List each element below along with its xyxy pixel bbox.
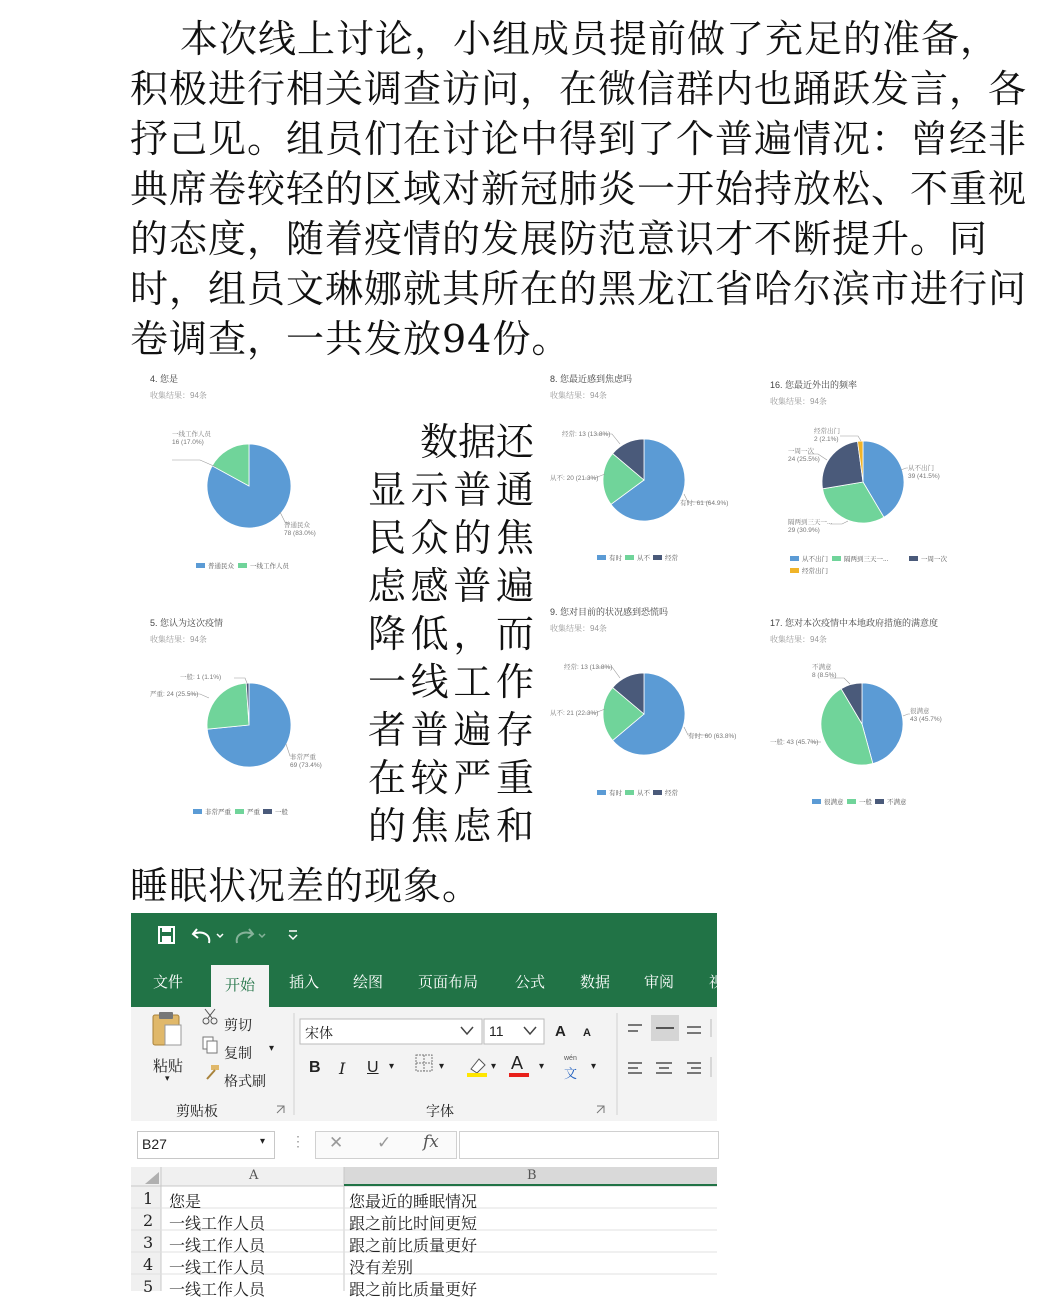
underline-button[interactable]: U [367, 1059, 379, 1076]
borders-icon[interactable] [416, 1055, 432, 1071]
align-right-icon[interactable] [687, 1063, 701, 1073]
side-line: 在较严重 [368, 756, 534, 800]
chart-label: 43 (45.7%) [910, 716, 942, 723]
legend-swatch [597, 790, 606, 795]
legend-swatch [790, 568, 799, 573]
chart-subtitle: 收集结果：94条 [150, 391, 207, 400]
legend-label: 从不 [637, 555, 650, 562]
ribbon-tabs [131, 957, 725, 1007]
chart-q8 [550, 372, 760, 582]
ribbon-home [131, 1007, 717, 1122]
legend-swatch [263, 809, 272, 814]
chart-label: 隔两到三天一... [788, 519, 833, 526]
chart-label: 有时: 61 (64.9%) [680, 500, 729, 507]
chart-label: 一般: 43 (45.7%) [770, 739, 819, 746]
borders-dropdown-arrow[interactable]: ▾ [439, 1061, 445, 1072]
cell-a[interactable]: 一线工作人员 [169, 1280, 266, 1299]
font-launcher-icon[interactable] [597, 1106, 604, 1113]
legend-label: 一线工作人员 [250, 563, 289, 570]
align-bottom-icon[interactable] [687, 1027, 701, 1033]
paragraph-line: 时，组员文琳娜就其所在的黑龙江省哈尔滨市进行问 [130, 267, 1028, 311]
side-text [368, 418, 534, 850]
name-box-value: B27 [142, 1136, 167, 1152]
chart-label: 一般: 1 (1.1%) [180, 674, 222, 681]
cell-a[interactable]: 一线工作人员 [169, 1214, 266, 1233]
save-icon[interactable] [159, 927, 174, 943]
legend-label: 经常出门 [802, 568, 828, 575]
tab-draw[interactable]: 绘图 [353, 974, 384, 991]
legend-swatch [653, 790, 662, 795]
legend-label: 从不 [637, 790, 650, 797]
side-line: 虑感普遍 [368, 564, 534, 608]
legend-swatch [832, 556, 841, 561]
cell-a[interactable]: 您是 [169, 1192, 202, 1211]
legend-label: 一般 [275, 809, 288, 816]
copy-button[interactable]: 复制 [224, 1045, 252, 1061]
chart-label: 一线工作人员 [172, 431, 211, 438]
chart-label: 39 (41.5%) [908, 473, 940, 480]
side-line: 民众的焦 [368, 516, 534, 560]
chart-q5-svg [150, 616, 350, 826]
quick-access-icons [131, 913, 717, 957]
chart-label: 29 (30.9%) [788, 527, 820, 534]
bold-button[interactable]: B [309, 1059, 321, 1076]
paragraph-line: 的态度，随着疫情的发展防范意识才不断提升。同 [130, 217, 989, 261]
paragraph-line: 本次线上讨论，小组成员提前做了充足的准备， [180, 17, 1000, 61]
name-box-dropdown-arrow[interactable]: ▾ [260, 1136, 266, 1147]
tab-view[interactable]: 视 [709, 974, 725, 991]
legend-label: 一般 [859, 799, 872, 806]
legend-swatch [625, 555, 634, 560]
chart-title: 5. 您认为这次疫情 [150, 618, 224, 628]
align-center-icon[interactable] [656, 1063, 672, 1073]
chart-label: 普通民众 [284, 522, 310, 529]
paste-dropdown-arrow[interactable]: ▾ [165, 1073, 170, 1083]
row-header[interactable]: 5 [143, 1277, 154, 1296]
clipboard-group-label: 剪贴板 [176, 1103, 218, 1119]
quick-access-toolbar [131, 913, 717, 957]
align-middle-icon[interactable] [651, 1015, 679, 1041]
legend-label: 普通民众 [208, 563, 234, 570]
fill-color-dropdown-arrow[interactable]: ▾ [491, 1061, 497, 1072]
font-color-button[interactable]: A [511, 1053, 524, 1073]
font-size-value: 11 [489, 1023, 504, 1039]
row-header[interactable]: 4 [143, 1255, 154, 1274]
undo-icon[interactable] [193, 929, 223, 943]
chart-q17 [770, 616, 990, 826]
legend-label: 有时 [609, 555, 622, 562]
chart-label: 严重: 24 (25.5%) [150, 691, 199, 698]
cut-icon[interactable] [203, 1009, 217, 1024]
chart-q9 [550, 605, 760, 815]
chart-label: 不满意 [812, 664, 832, 671]
phonetic-guide-label[interactable]: wén [564, 1055, 577, 1062]
legend-swatch [196, 563, 205, 568]
paragraph-line: 抒己见。组员们在讨论中得到了个普遍情况：曾经非 [130, 117, 1028, 161]
chart-label: 16 (17.0%) [172, 439, 204, 446]
chart-subtitle: 收集结果：94条 [150, 635, 207, 644]
legend-label: 从不出门 [802, 556, 828, 563]
grow-font-button[interactable]: A [555, 1023, 566, 1040]
font-name-value: 宋体 [305, 1026, 333, 1042]
font-color-dropdown-arrow[interactable]: ▾ [539, 1061, 545, 1072]
chart-label: 很满意 [910, 708, 930, 715]
format-painter-icon[interactable] [207, 1065, 219, 1079]
chart-subtitle: 收集结果：94条 [550, 391, 607, 400]
sheet-grid [131, 1167, 717, 1299]
tab-insert[interactable]: 插入 [289, 974, 320, 991]
row-header[interactable]: 1 [143, 1189, 154, 1208]
intro-paragraph [130, 14, 1028, 364]
tab-file[interactable]: 文件 [153, 974, 184, 991]
legend-label: 很满意 [824, 799, 844, 806]
insert-function-icon[interactable]: fx [423, 1132, 439, 1152]
legend-label: 不满意 [887, 799, 907, 806]
cell-b[interactable]: 跟之前比质量更好 [349, 1280, 478, 1299]
chart-label: 24 (25.5%) [788, 456, 820, 463]
paragraph-line: 卷调查，一共发放94份。 [130, 317, 571, 361]
paste-icon[interactable] [153, 1012, 181, 1045]
legend-swatch [790, 556, 799, 561]
legend-swatch [847, 799, 856, 804]
column-header-a[interactable]: A [249, 1168, 259, 1183]
legend-label: 经常 [665, 790, 678, 797]
chart-label: 从不出门 [908, 465, 934, 472]
chart-label: 一周一次 [788, 448, 814, 455]
chart-q16-svg [770, 378, 990, 588]
legend-label: 有时 [609, 790, 622, 797]
redo-icon[interactable] [237, 929, 265, 943]
copy-icon[interactable] [203, 1037, 217, 1053]
legend-swatch [597, 555, 606, 560]
chart-subtitle: 收集结果：94条 [770, 635, 827, 644]
clipboard-launcher-icon[interactable] [277, 1106, 284, 1113]
excel-window [131, 913, 725, 1299]
cell-b[interactable]: 跟之前比质量更好 [349, 1236, 478, 1255]
cell-b[interactable]: 跟之前比时间更短 [349, 1214, 478, 1233]
legend-swatch [909, 556, 918, 561]
pie-slice [207, 683, 249, 729]
paste-button[interactable]: 粘贴 [153, 1058, 184, 1075]
chart-q4 [150, 372, 350, 582]
paragraph-line: 典席卷较轻的区域对新冠肺炎一开始持放松、不重视 [130, 167, 1028, 211]
cell-b[interactable]: 没有差别 [349, 1258, 414, 1277]
legend-label: 严重 [247, 809, 260, 816]
align-top-icon[interactable] [628, 1025, 642, 1031]
legend-label: 经常 [665, 555, 678, 562]
enter-icon[interactable]: ✓ [377, 1133, 392, 1152]
chart-label: 非常严重 [290, 754, 316, 761]
chart-label: 经常出门 [814, 428, 840, 435]
chart-q17-svg [770, 616, 990, 826]
formula-bar-grip-icon: ⋮ [291, 1133, 305, 1149]
legend-swatch [812, 799, 821, 804]
phonetic-guide-button[interactable]: 文 [564, 1066, 578, 1081]
ribbon-icons [131, 1007, 717, 1121]
cell-a[interactable]: 一线工作人员 [169, 1236, 266, 1255]
side-line: 降低，而 [368, 612, 534, 656]
legend-swatch [193, 809, 202, 814]
formula-bar [131, 1121, 717, 1167]
legend-swatch [875, 799, 884, 804]
side-line: 者普遍存 [368, 708, 534, 752]
row-header[interactable]: 2 [143, 1211, 154, 1230]
cut-button[interactable]: 剪切 [224, 1017, 252, 1033]
legend-swatch [653, 555, 662, 560]
pie-slice [822, 441, 863, 488]
chart-label: 从不: 21 (22.3%) [550, 710, 599, 717]
align-left-icon[interactable] [628, 1063, 642, 1073]
legend-label: 非常严重 [205, 809, 231, 816]
side-line: 显示普通 [368, 468, 534, 512]
chart-title: 9. 您对目前的状况感到恐慌吗 [550, 607, 669, 617]
font-group-label: 字体 [426, 1103, 454, 1119]
chart-q5 [150, 616, 350, 826]
chart-q9-svg [550, 605, 760, 815]
copy-dropdown-arrow[interactable]: ▾ [269, 1043, 275, 1054]
chart-q8-svg [550, 372, 760, 582]
chart-label: 经常: 13 (13.8%) [564, 664, 613, 671]
phonetic-dropdown-arrow[interactable]: ▾ [591, 1061, 597, 1072]
chart-title: 4. 您是 [150, 374, 179, 384]
legend-label: 一周一次 [921, 556, 947, 563]
side-line: 数据还 [419, 420, 534, 464]
tab-home[interactable]: 开始 [211, 965, 269, 1007]
side-text-tail: 睡眠状况差的现象。 [130, 864, 482, 908]
legend-swatch [625, 790, 634, 795]
chart-label: 2 (2.1%) [814, 436, 839, 443]
chart-label: 有时: 60 (63.8%) [688, 733, 737, 740]
paragraph-line: 积极进行相关调查访问，在微信群内也踊跃发言，各 [130, 67, 1028, 111]
chart-subtitle: 收集结果：94条 [550, 624, 607, 633]
chart-label: 经常: 13 (13.8%) [562, 431, 611, 438]
formula-input[interactable] [459, 1131, 719, 1159]
row-header[interactable]: 3 [143, 1233, 154, 1252]
column-header-b[interactable]: B [527, 1168, 537, 1183]
name-box[interactable] [137, 1131, 275, 1159]
legend-label: 隔两到三天一... [844, 556, 889, 563]
chart-label: 从不: 20 (21.3%) [550, 475, 599, 482]
cell-b[interactable]: 您最近的睡眠情况 [349, 1192, 478, 1211]
chart-label: 8 (8.5%) [812, 672, 837, 679]
chart-q4-svg [150, 372, 350, 582]
chart-subtitle: 收集结果：94条 [770, 397, 827, 406]
tab-formulas[interactable]: 公式 [515, 974, 546, 991]
tab-page-layout[interactable]: 页面布局 [418, 974, 479, 991]
chart-title: 8. 您最近感到焦虑吗 [550, 374, 633, 384]
legend-swatch [238, 563, 247, 568]
tab-review[interactable]: 审阅 [644, 974, 675, 991]
italic-button[interactable]: I [339, 1059, 346, 1078]
fill-color-icon[interactable] [467, 1059, 487, 1077]
side-line: 一线工作 [368, 660, 534, 704]
side-line: 的焦虑和 [368, 804, 534, 848]
shrink-font-button[interactable]: A [583, 1027, 591, 1039]
chart-label: 78 (83.0%) [284, 530, 316, 537]
chart-q16 [770, 378, 990, 588]
customize-qat-icon[interactable] [289, 931, 297, 939]
cancel-icon[interactable]: ✕ [329, 1133, 344, 1152]
legend-swatch [235, 809, 244, 814]
cell-a[interactable]: 一线工作人员 [169, 1258, 266, 1277]
format-painter-button[interactable]: 格式刷 [224, 1073, 266, 1089]
chart-title: 17. 您对本次疫情中本地政府措施的满意度 [770, 618, 939, 628]
chart-title: 16. 您最近外出的频率 [770, 380, 858, 390]
chart-label: 69 (73.4%) [290, 762, 322, 769]
underline-dropdown-arrow[interactable]: ▾ [389, 1061, 395, 1072]
tab-data[interactable]: 数据 [580, 974, 611, 991]
